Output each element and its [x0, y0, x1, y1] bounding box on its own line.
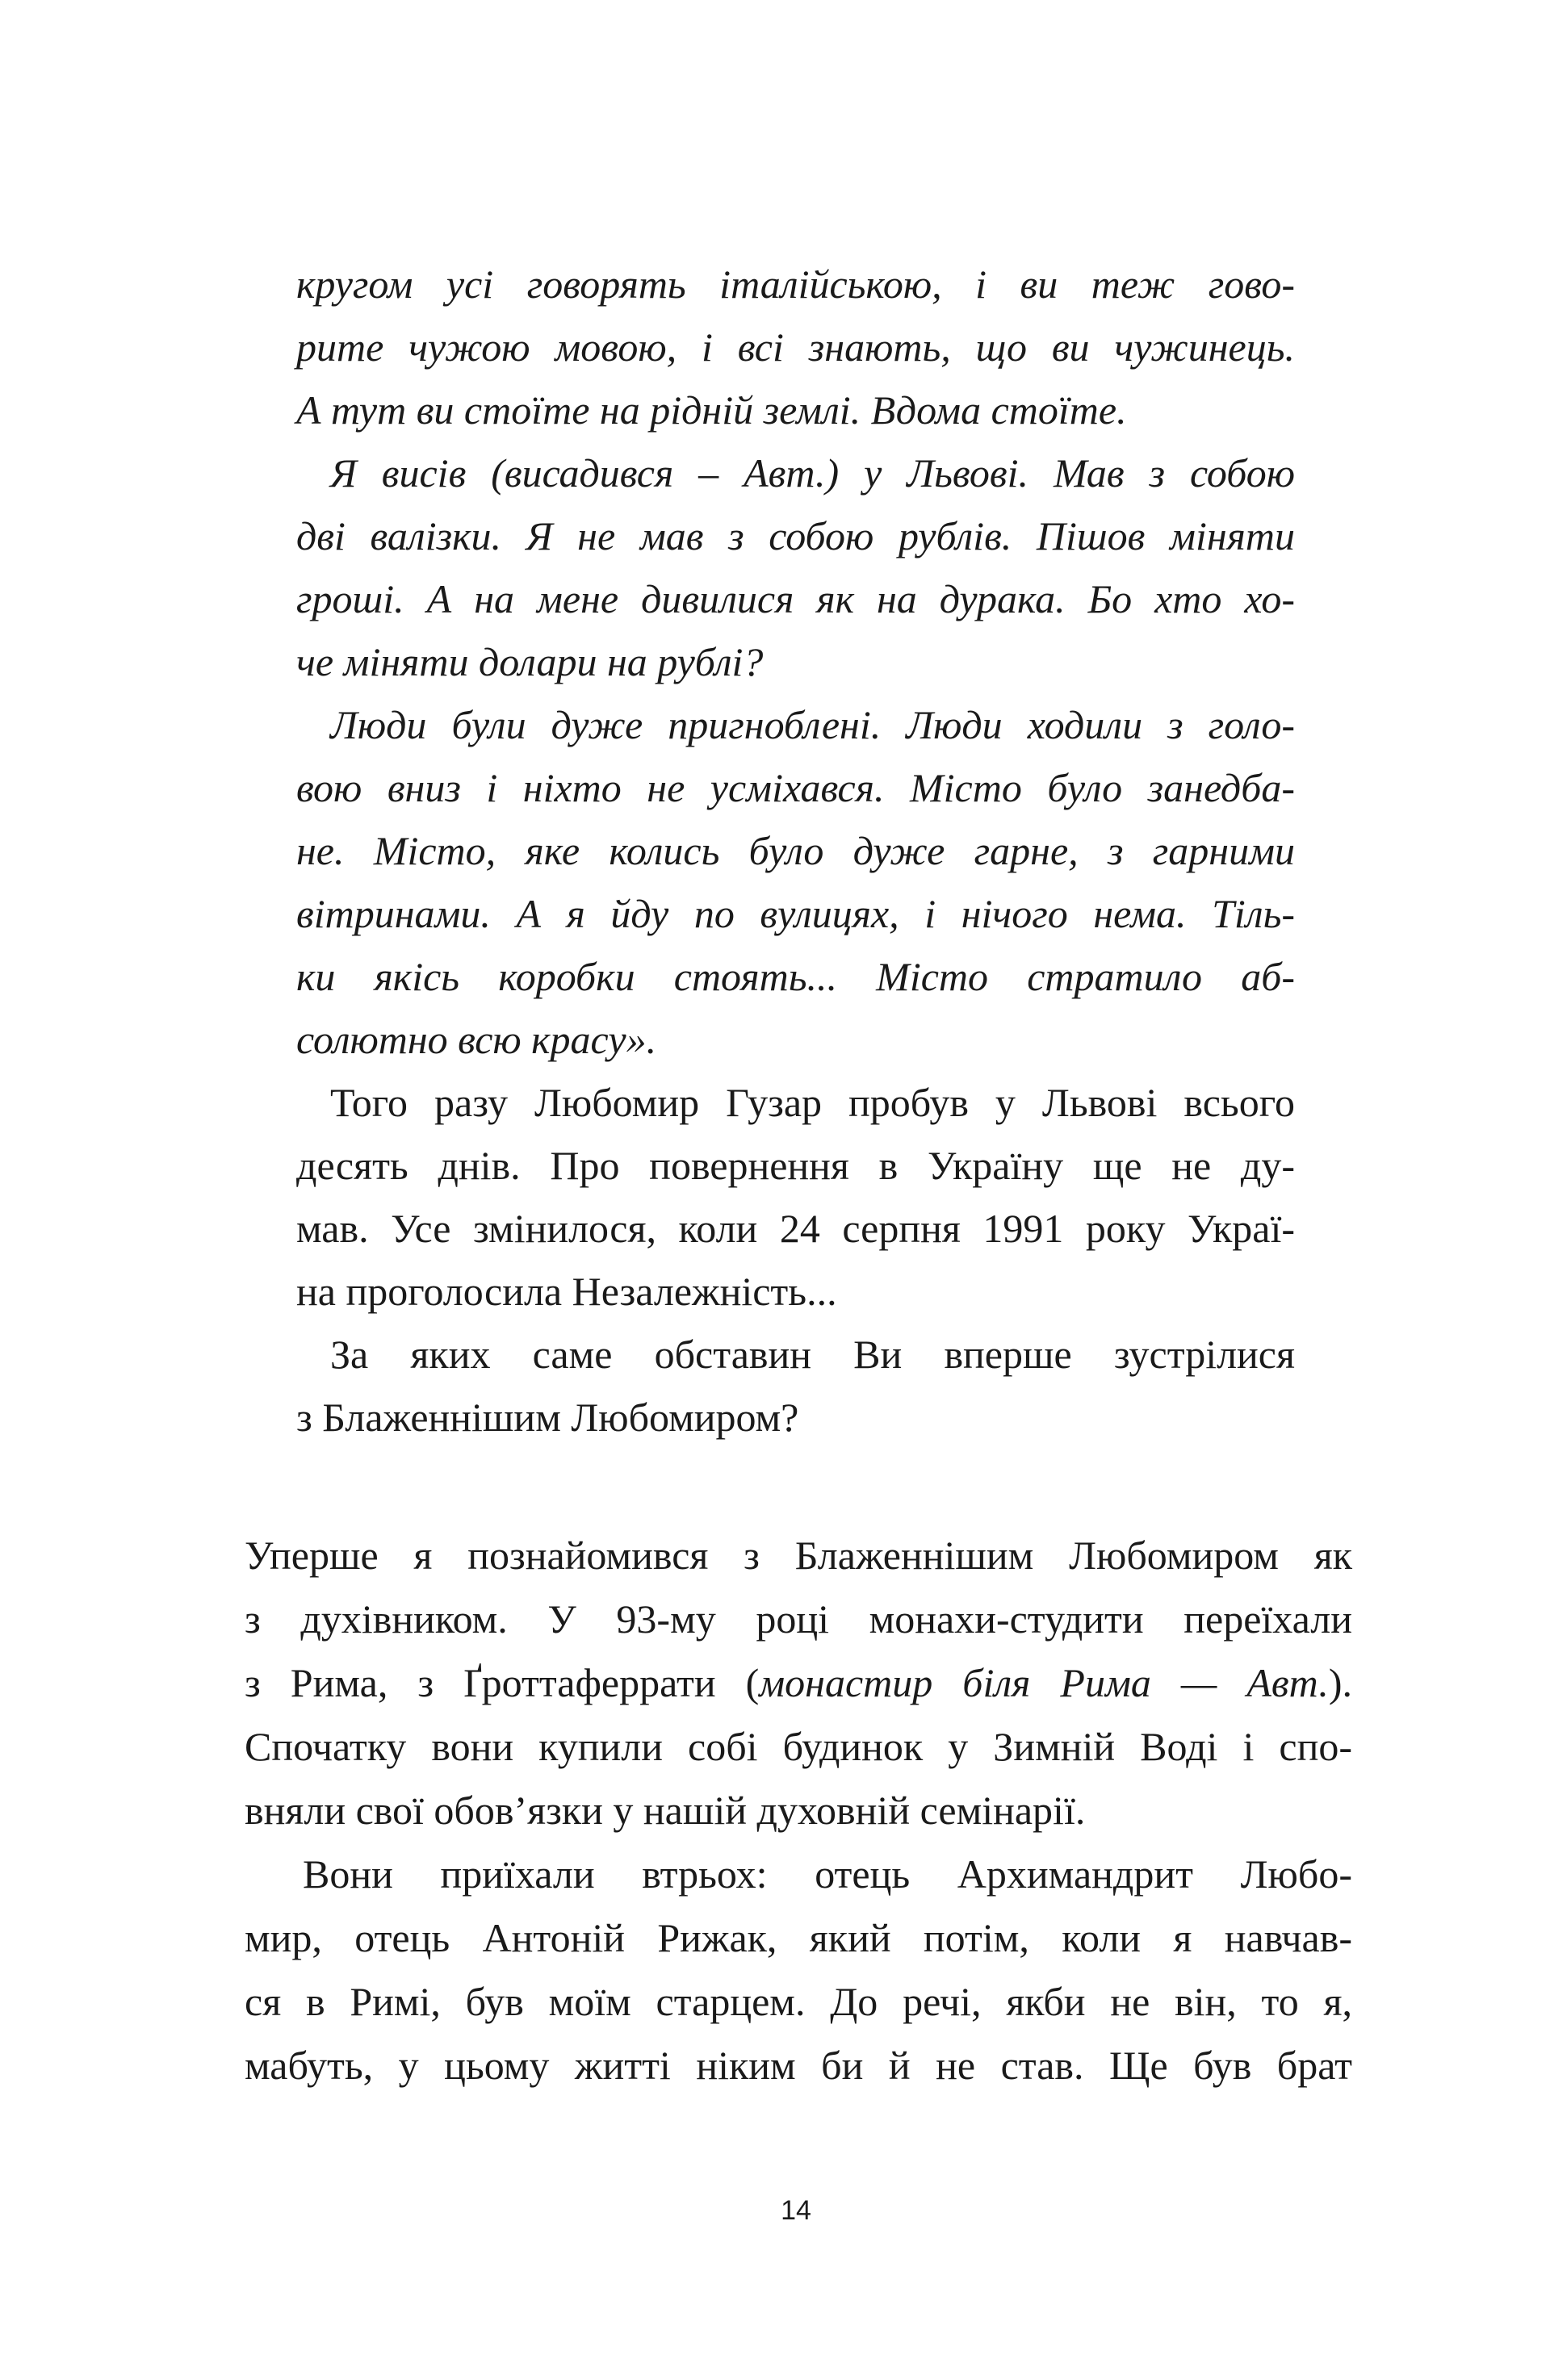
text-line: А тут ви стоїте на рідній землі. Вдома стоїте. — [296, 387, 1127, 433]
text-line: че міняти долари на рублі? — [296, 639, 764, 684]
text-segment: з Рима, з Ґроттаферрати ( — [245, 1660, 760, 1705]
answer-block — [245, 1524, 1352, 2098]
text-line: Люди були дуже пригноблені. Люди ходили з голо- — [330, 702, 1295, 747]
text-line: Я висів (висадився – Авт.) у Львові. Мав з собою — [330, 450, 1295, 496]
text-line: мав. Усе змінилося, коли 24 серпня 1991 року Украї- — [296, 1206, 1295, 1251]
text-line: вітринами. А я йду по вулицях, і нічого нема. Тіль- — [296, 891, 1295, 936]
text-line: Уперше я познайомився з Блаженнішим Любомиром як — [245, 1533, 1352, 1578]
author-note: монастир біля Рима — Авт. — [759, 1660, 1329, 1705]
page-number: 14 — [781, 2195, 811, 2226]
text-line — [245, 1651, 1352, 1715]
text-line: ки якісь коробки стоять... Місто стратило аб- — [296, 954, 1295, 999]
text-line: Спочатку вони купили собі будинок у Зимній Воді і спо- — [245, 1724, 1352, 1769]
text-line: з духівником. У 93-му році монахи-студити переїхали — [245, 1596, 1352, 1642]
text-line: мабуть, у цьому житті ніким би й не став. Ще був брат — [245, 2043, 1352, 2088]
text-line: вняли свої обов’язки у нашій духовній семінарії. — [245, 1788, 1086, 1833]
text-line: дві валізки. Я не мав з собою рублів. Пішов міняти — [296, 513, 1295, 558]
question-line: За яких саме обставин Ви вперше зустрілися — [330, 1332, 1295, 1377]
text-line: солютно всю красу». — [296, 1017, 657, 1062]
text-line: Того разу Любомир Гузар пробув у Львові всього — [330, 1080, 1295, 1125]
text-line: кругом усі говорять італійською, і ви теж гово- — [296, 261, 1295, 307]
text-line: десять днів. Про повернення в Україну ще не ду- — [296, 1143, 1295, 1188]
quote-and-narrative-block — [296, 253, 1295, 1449]
text-line: гроші. А на мене дивилися як на дурака. Бо хто хо- — [296, 576, 1295, 621]
text-line: Вони приїхали втрьох: отець Архимандрит Любо- — [303, 1851, 1352, 1897]
text-line: не. Місто, яке колись було дуже гарне, з гарними — [296, 828, 1295, 873]
text-line: вою вниз і ніхто не усміхався. Місто було занедба- — [296, 765, 1295, 810]
question-line: з Блаженнішим Любомиром? — [296, 1395, 799, 1440]
text-line: мир, отець Антоній Рижак, який потім, коли я навчав- — [245, 1915, 1352, 1960]
text-line: ся в Римі, був моїм старцем. До речі, якби не він, то я, — [245, 1979, 1352, 2024]
text-line: рите чужою мовою, і всі знають, що ви чужинець. — [296, 324, 1295, 370]
text-line: на проголосила Незалежність... — [296, 1269, 837, 1314]
text-segment: ). — [1328, 1660, 1352, 1705]
